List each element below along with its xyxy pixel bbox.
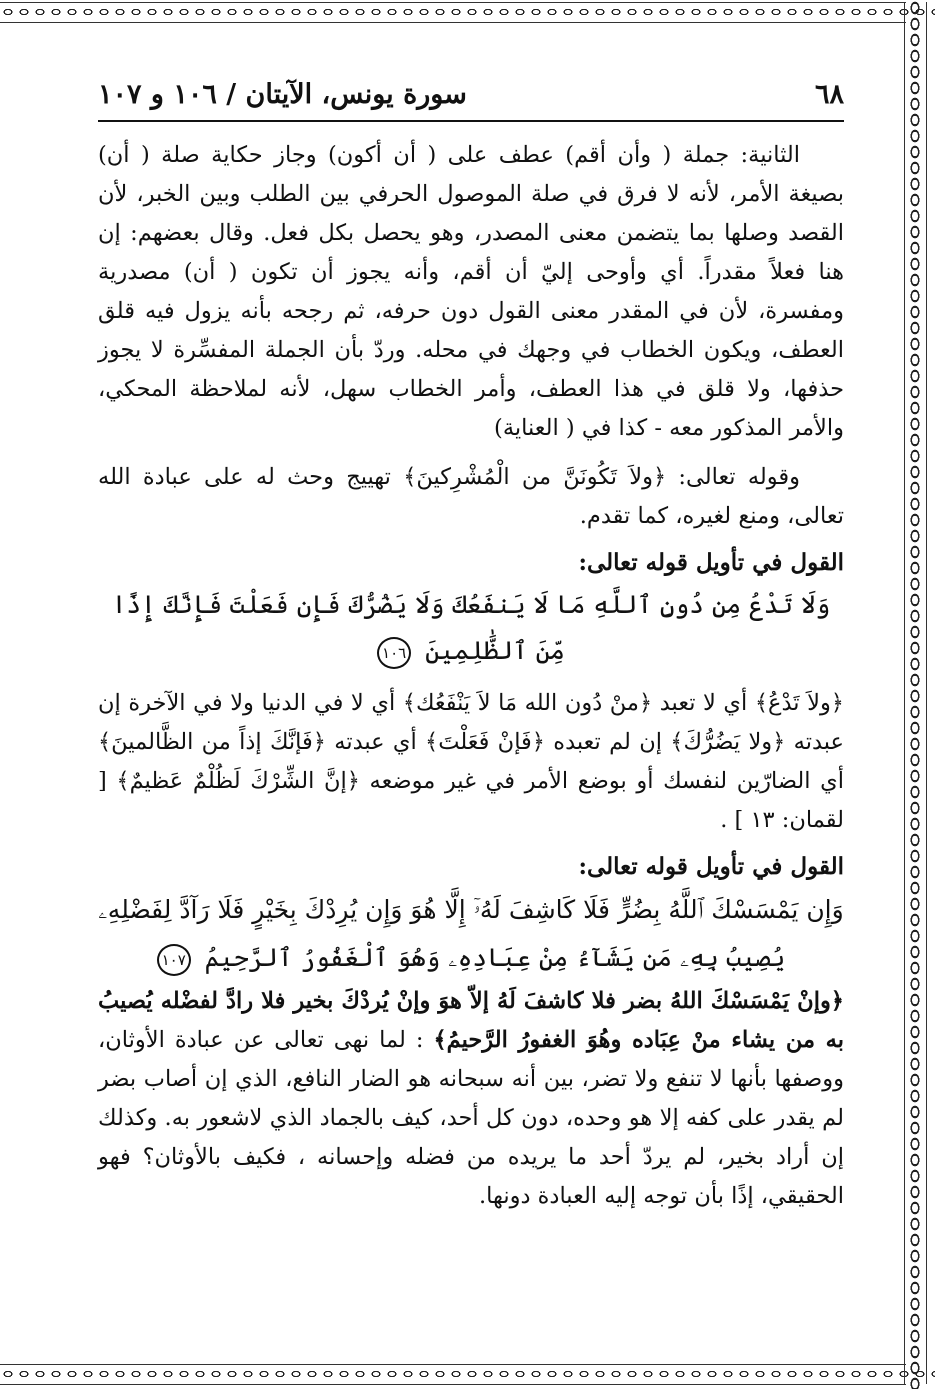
border-rule xyxy=(0,2,906,3)
verse-text: وَإِن يَمْسَسْكَ ٱللَّهُ بِضُرٍّ فَلَا كَاشِفَ لَهُۥٓ إِلَّا هُوَ وَإِن يُرِدْكَ بِخَيْرٍ فَلَا رَآدَّ لِفَضْلِهِۦ xyxy=(98,895,844,924)
paragraph: وقوله تعالى: ﴿ولاَ تَكُونَنَّ من الْمُشْرِكينَ﴾ تهييج وحث له على عبادة الله تعالى، ومنع لغيره، كما تقدم. xyxy=(98,464,844,529)
section-heading: القول في تأويل قوله تعالى: xyxy=(578,549,844,576)
quran-verse xyxy=(98,582,844,674)
paragraph: الثانية: جملة ( وأن أقم) عطف على ( أن أكون) وجاز حكاية صلة ( أن) بصيغة الأمر، لأنه لا فرق في صلة الموصول الحرفي بين الطلب وبين الخبر، لأن القصد وصلها بما يتضمن معنى المصدر، وهو يحصل بكل فعل. وقال بعضهم: إن هنا فعلاً مقدراً. أي وأوحى إليّ أن أقم، وأنه يجوز أن تكون ( أن) مصدرية ومفسرة، لأن في المقدر معنى القول دون حرفه، ثم رجحه بأنه يزول فيه قلق العطف، ويكون الخطاب في وجهك في محله. وردّ بأن الجملة المفسِّرة لا يجوز حذفها، ولا قلق في هذا العطف، وأمر الخطاب سهل، لأنه لملاحظة المحكي، والأمر المذكور معه - كذا في ( العناية) xyxy=(98,142,844,441)
border-rule xyxy=(926,2,927,1384)
page-header xyxy=(98,72,844,116)
verse-number-badge: ١٠٦ xyxy=(377,637,411,669)
verse-line-2 xyxy=(98,934,844,982)
quran-verse xyxy=(98,886,844,982)
border-rule xyxy=(0,22,906,23)
decorative-border-top xyxy=(0,4,935,20)
border-rule xyxy=(904,2,905,1384)
page-number: ٦٨ xyxy=(814,78,844,110)
border-rule xyxy=(0,1384,906,1385)
section-heading: القول في تأويل قوله تعالى: xyxy=(578,853,844,880)
running-title: سورة يونس، الآيتان / ١٠٦ و ١٠٧ xyxy=(98,78,467,110)
verse-quote: ﴿وإنْ يَمْسَسْكَ اللهُ بضر فلا كاشفَ لَهُ إلاّ هوَ وإنْ يُردْكَ بخير فلا رادَّ لفضْله يُصيبُ به من يشاء منْ عِبَاده وهُوَ الغفورُ الرَّحيمُ﴾ xyxy=(98,988,844,1053)
decorative-border-right xyxy=(906,0,924,1389)
page-body xyxy=(98,136,844,1216)
paragraph xyxy=(98,982,844,1216)
paragraph-text: : لما نهى تعالى عن عبادة الأوثان، ووصفها بأنها لا تنفع ولا تضر، بين أنه سبحانه هو الضار النافع، الذي إن أصاب بضر لم يقدر على كفه إلا هو وحده، دون كل أحد، كيف بالجماد الذي لاشعور به. وكذلك إن أراد بخير، لم يردّ أحد ما يريده من فضله وإحسانه ، فكيف بالأوثان؟ فهو الحقيقي، إذًا بأن توجه إليه العبادة دونها. xyxy=(98,1027,844,1209)
verse-text: وَلَا تَدْعُ مِن دُونِ ٱللَّهِ مَا لَا يَنفَعُكَ وَلَا يَضُرُّكَ فَإِن فَعَلْتَ فَإِنَّكَ إِذًا مِّنَ ٱلظَّٰلِمِينَ xyxy=(111,590,831,665)
verse-number-badge: ١٠٧ xyxy=(157,944,191,976)
decorative-border-bottom xyxy=(0,1366,935,1382)
verse-text: يُصِيبُ بِهِۦ مَن يَشَآءُ مِنْ عِبَادِهِۦ وَهُوَ ٱلْغَفُورُ ٱلرَّحِيمُ xyxy=(204,943,786,972)
header-divider xyxy=(98,120,844,122)
border-rule xyxy=(0,1364,906,1365)
paragraph: ﴿ولاَ تَدْعُ﴾ أي لا تعبد ﴿منْ دُون الله مَا لاَ يَنْفَعُك﴾ أي لا في الدنيا ولا في الآخرة إن عبدته ﴿ولا يَضُرُّكَ﴾ إن لم تعبده ﴿فَإنْ فَعَلْتَ﴾ أي عبدته ﴿فَإنَّكَ إذاً من الظَّالمينَ﴾ أي الضارّين لنفسك أو بوضع الأمر في غير موضعه ﴿إنَّ الشِّرْكَ لَظُلْمٌ عَظيمٌ﴾ [ لقمان: ١٣ ] . xyxy=(98,690,844,833)
